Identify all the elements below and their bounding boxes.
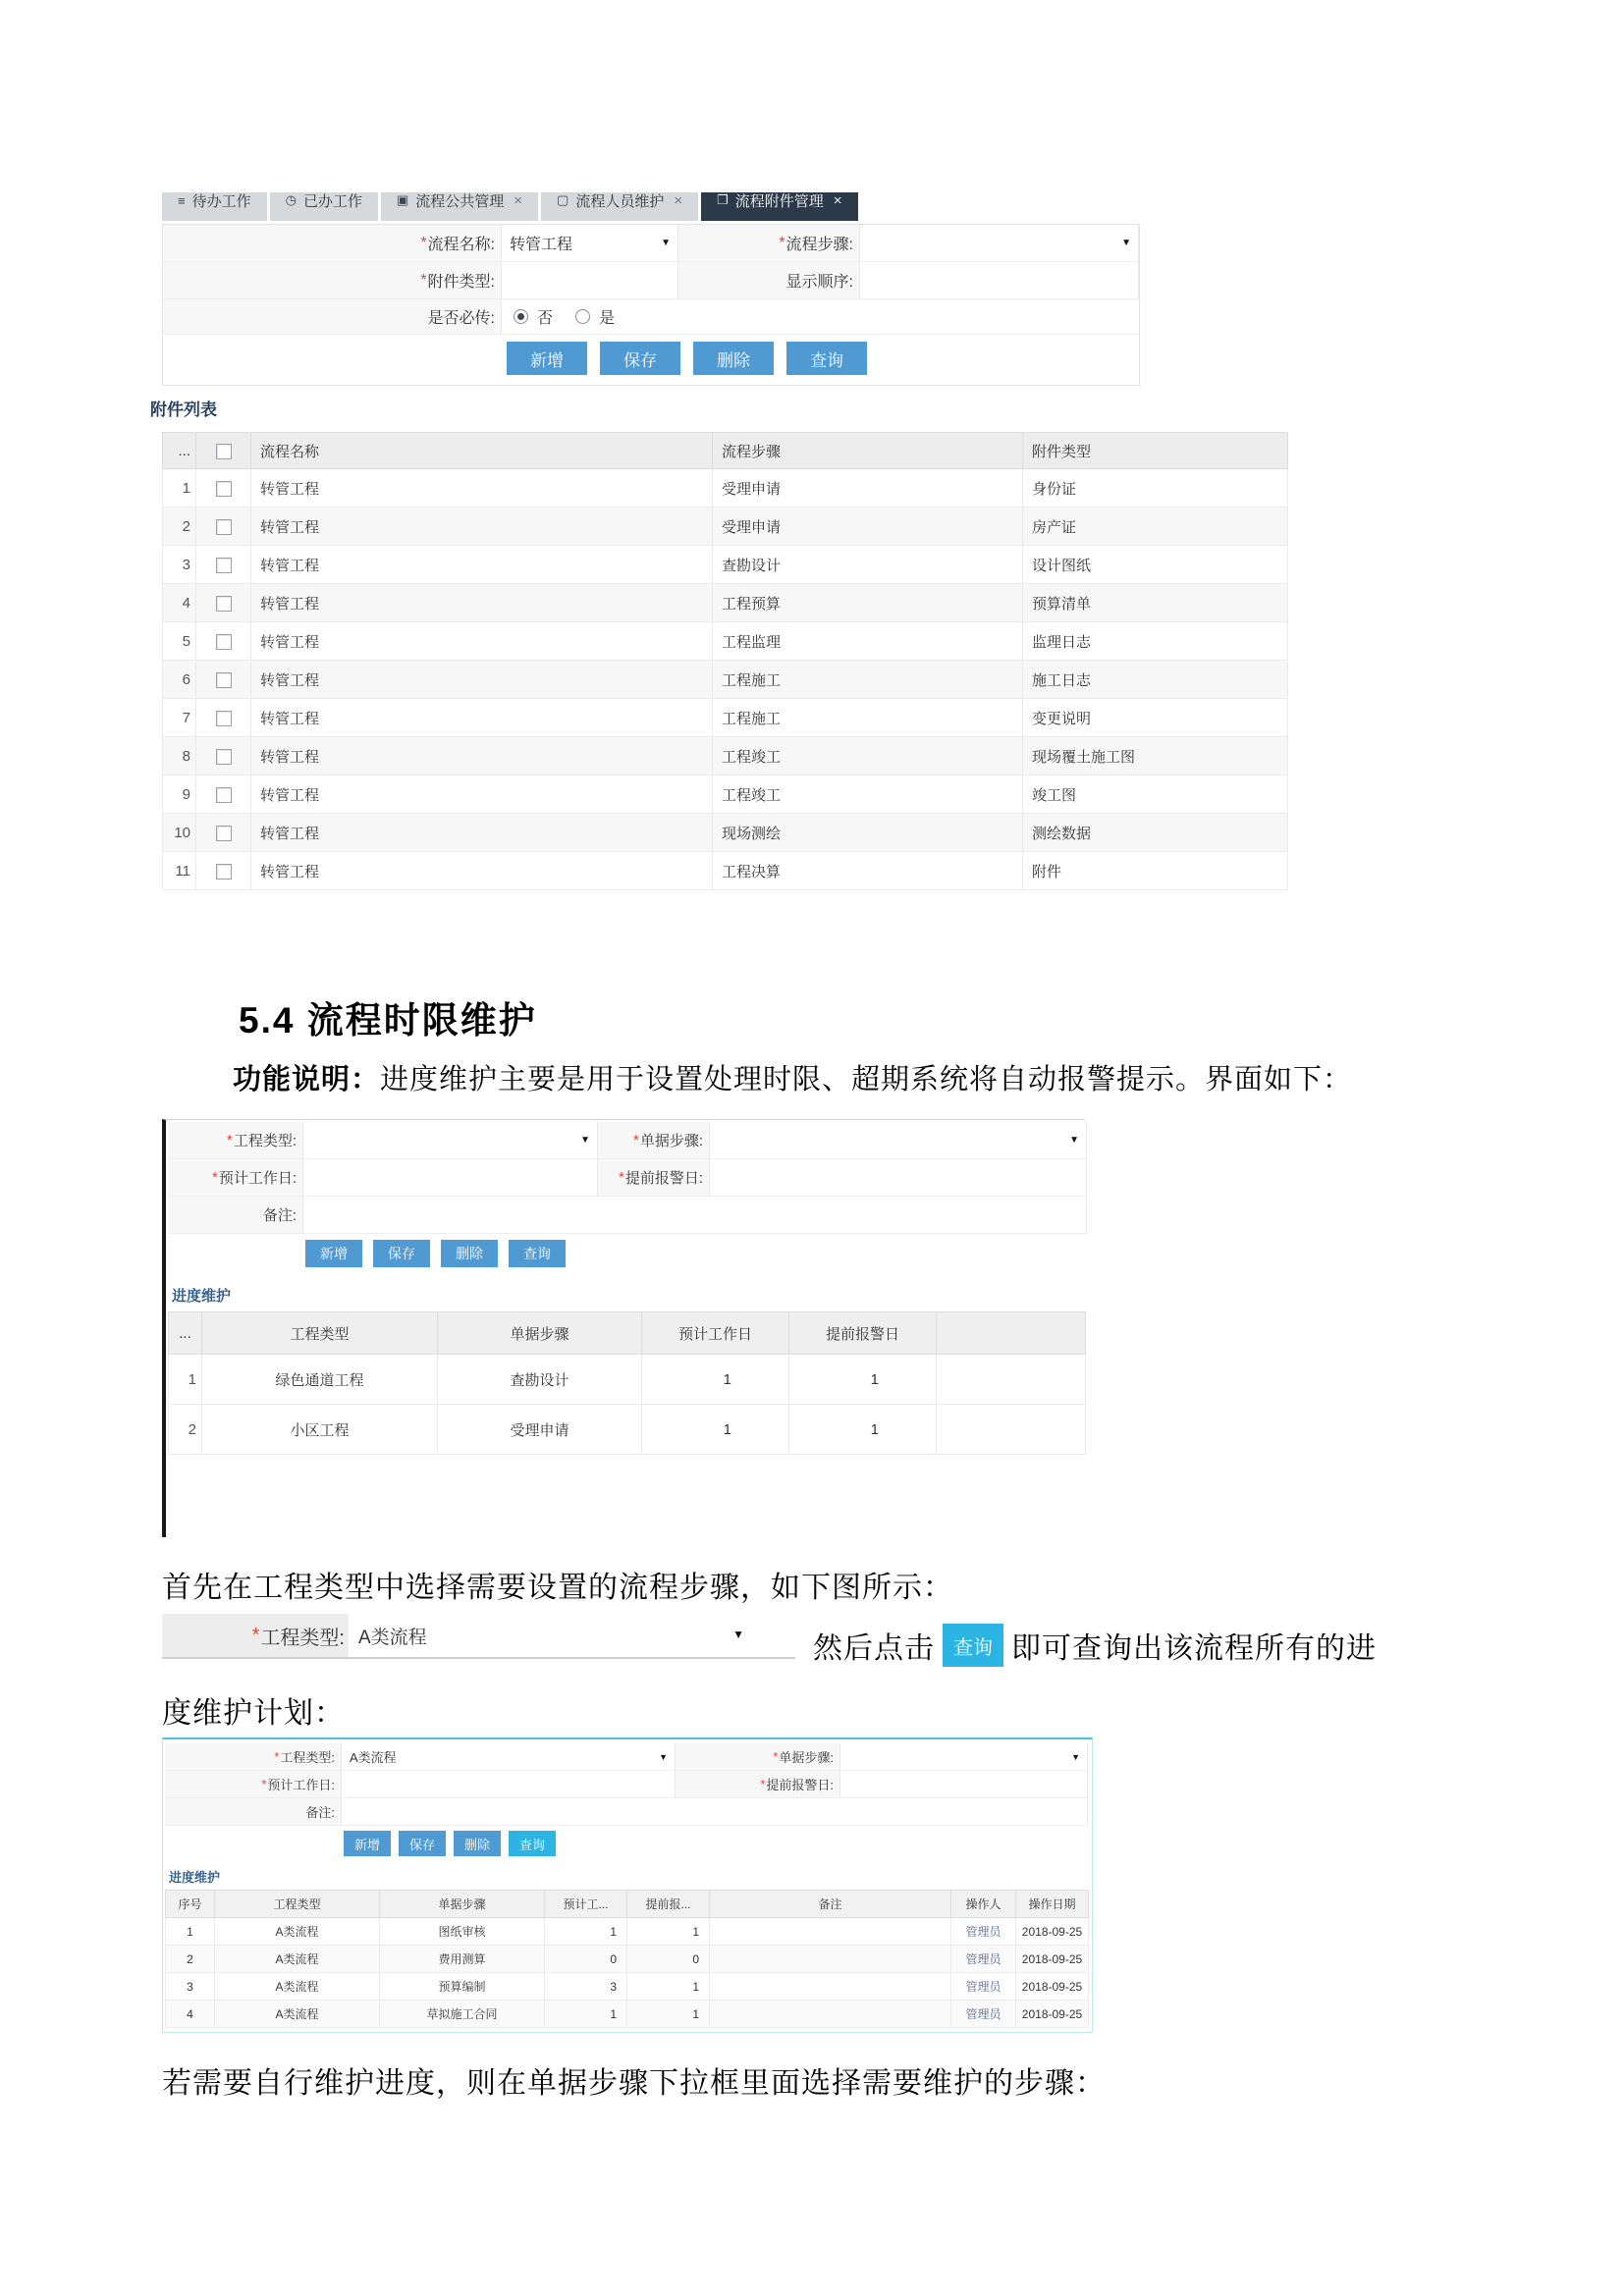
row-num: 6 [163, 661, 196, 699]
tab-label: 已办工作 [302, 192, 362, 210]
checkbox-cell [196, 469, 251, 507]
then-text-after: 即可查询出该流程所有的进 [1011, 1632, 1377, 1665]
table-row [166, 1946, 1089, 1973]
cell-alert-days: 1 [627, 1918, 710, 1946]
plan-days-label [168, 1159, 303, 1197]
remark-label [165, 1798, 342, 1826]
table-row [166, 1918, 1089, 1946]
cell-project-type: 小区工程 [202, 1405, 438, 1455]
attach-type-input[interactable] [502, 262, 678, 299]
tab-flow-attachment-manage[interactable] [701, 192, 857, 221]
row-num: 4 [163, 584, 196, 622]
screenshot-progress-query-result [162, 1737, 1093, 2033]
form-buttons [163, 335, 1139, 385]
square-icon: ▢ [557, 192, 569, 207]
label-text: 提前报警日: [624, 1170, 703, 1187]
add-button[interactable]: 新增 [305, 1240, 362, 1267]
header-project-type: 工程类型 [202, 1312, 438, 1355]
cell-flow-step: 受理申请 [713, 469, 1023, 507]
cell-remark [710, 1946, 951, 1973]
table-row [163, 737, 1288, 775]
cell-op-date: 2018-09-25 [1016, 2001, 1089, 2028]
row-num: 2 [169, 1405, 202, 1455]
cell-flow-step: 查勘设计 [713, 546, 1023, 584]
cell-attach-type: 现场覆土施工图 [1023, 737, 1288, 775]
project-type-label [162, 1614, 349, 1657]
cell-flow-name: 转管工程 [251, 737, 713, 775]
table-row [163, 661, 1288, 699]
row-checkbox[interactable] [216, 481, 232, 497]
cell-project-type: 绿色通道工程 [202, 1355, 438, 1405]
select-all-checkbox[interactable] [216, 444, 232, 459]
tab-label: 待办工作 [191, 192, 251, 210]
required-mark: * [420, 234, 427, 251]
cell-operator: 管理员 [951, 1973, 1016, 2001]
query-button[interactable]: 查询 [786, 342, 867, 375]
table-row [166, 2001, 1089, 2028]
radio-no-label: 否 [537, 310, 554, 327]
table-header-row [163, 433, 1288, 469]
table-header-row [169, 1312, 1086, 1355]
cell-attach-type: 房产证 [1023, 507, 1288, 546]
doc-step-label [676, 1743, 840, 1771]
cell-op-date: 2018-09-25 [1016, 1973, 1089, 2001]
progress-list-title: 进度维护 [169, 1870, 221, 1885]
select-value: A类流程 [350, 1750, 397, 1765]
header-doc-step: 单据步骤 [438, 1312, 642, 1355]
header-ellipsis: ... [163, 433, 196, 469]
label-text: 备注: [262, 1207, 297, 1224]
tab-flow-person-maintain[interactable] [541, 192, 698, 221]
cell-attach-type: 设计图纸 [1023, 546, 1288, 584]
feature-text: 进度维护主要是用于设置处理时限、超期系统将自动报警提示。界面如下： [380, 1064, 1353, 1095]
header-checkbox-cell [196, 433, 251, 469]
required-upload-label [163, 299, 502, 335]
label-text: 显示顺序: [785, 274, 853, 291]
label-text: 预计工作日: [267, 1778, 335, 1792]
list-icon: ≡ [178, 192, 186, 208]
feature-label: 功能说明： [233, 1064, 381, 1095]
project-type-select[interactable] [342, 1743, 676, 1771]
row-checkbox[interactable] [216, 826, 232, 841]
cell-flow-name: 转管工程 [251, 546, 713, 584]
chevron-down-icon: ▼ [1069, 1135, 1079, 1146]
table-row [163, 699, 1288, 737]
cell-attach-type: 预算清单 [1023, 584, 1288, 622]
cell-plan-days: 1 [545, 1918, 627, 1946]
required-mark: * [261, 1777, 267, 1791]
required-mark: * [251, 1624, 260, 1646]
row-num: 2 [163, 507, 196, 546]
attachment-table [162, 432, 1288, 890]
doc-step-label [598, 1122, 710, 1159]
cell-project-type: A类流程 [215, 1918, 380, 1946]
project-type-label [168, 1122, 303, 1159]
cell-flow-step: 工程监理 [713, 622, 1023, 661]
progress-form [168, 1122, 1087, 1276]
cell-alert-days: 1 [627, 2001, 710, 2028]
delete-button[interactable]: 删除 [441, 1240, 498, 1267]
table-row [166, 1973, 1089, 2001]
tab-flow-public-manage[interactable] [381, 192, 538, 221]
cell-flow-name: 转管工程 [251, 584, 713, 622]
checkbox-cell [196, 546, 251, 584]
cell-project-type: A类流程 [215, 1946, 380, 1973]
checkbox-cell [196, 775, 251, 814]
form-buttons [165, 1826, 1088, 1863]
flow-step-label [678, 225, 860, 262]
delete-button[interactable]: 删除 [454, 1831, 501, 1856]
row-num: 9 [163, 775, 196, 814]
table-row [163, 584, 1288, 622]
display-order-label [678, 262, 860, 299]
required-mark: * [632, 1132, 639, 1148]
row-checkbox[interactable] [216, 596, 232, 612]
close-icon[interactable]: × [833, 192, 842, 209]
cell-attach-type: 测绘数据 [1023, 814, 1288, 852]
remark-input[interactable] [303, 1197, 1087, 1234]
progress-list-title: 进度维护 [172, 1288, 232, 1305]
label-text: 是否必传: [427, 310, 495, 327]
attachment-list-title: 附件列表 [150, 400, 217, 419]
label-text: 工程类型: [233, 1133, 297, 1149]
row-num: 3 [163, 546, 196, 584]
cell-alert-days: 0 [627, 1946, 710, 1973]
project-type-select[interactable] [349, 1614, 795, 1657]
cell-attach-type: 变更说明 [1023, 699, 1288, 737]
header-empty [937, 1312, 1086, 1355]
flow-name-select[interactable] [502, 225, 678, 262]
required-mark: * [226, 1132, 233, 1148]
row-checkbox[interactable] [216, 558, 232, 573]
header-seq: 序号 [166, 1891, 215, 1918]
cell-empty [937, 1355, 1086, 1405]
table-row [163, 622, 1288, 661]
section-heading: 5.4 流程时限维护 [239, 1000, 537, 1041]
row-num: 1 [169, 1355, 202, 1405]
cell-flow-step: 工程施工 [713, 661, 1023, 699]
clock-icon: ◷ [285, 192, 297, 207]
checkbox-cell [196, 814, 251, 852]
alert-days-label [676, 1771, 840, 1798]
label-text: 备注: [305, 1805, 335, 1820]
header-plan-days: 预计工... [545, 1891, 627, 1918]
cell-flow-step: 工程预算 [713, 584, 1023, 622]
header-ellipsis: ... [169, 1312, 202, 1355]
cell-doc-step: 预算编制 [380, 1973, 545, 2001]
cell-op-date: 2018-09-25 [1016, 1946, 1089, 1973]
header-alert-days: 提前报警日 [789, 1312, 937, 1355]
checkbox-cell [196, 852, 251, 890]
cell-project-type: A类流程 [215, 2001, 380, 2028]
close-icon[interactable]: × [514, 192, 523, 209]
radio-no[interactable] [514, 309, 528, 324]
query-button[interactable]: 查询 [943, 1624, 1003, 1667]
doc-step-select[interactable] [840, 1743, 1088, 1771]
required-mark: * [420, 271, 427, 289]
attachment-form [162, 224, 1140, 386]
row-num: 3 [166, 1973, 215, 2001]
cell-flow-step: 受理申请 [713, 507, 1023, 546]
project-type-select[interactable] [303, 1122, 598, 1159]
instruction-then-click [813, 1624, 1377, 1667]
alert-days-input[interactable] [840, 1771, 1088, 1798]
instruction-self-maintain: 若需要自行维护进度，则在单据步骤下拉框里面选择需要维护的步骤： [162, 2067, 1106, 2100]
tab-bar [162, 192, 1205, 222]
chevron-down-icon: ▼ [659, 1751, 668, 1762]
row-num: 7 [163, 699, 196, 737]
save-button[interactable]: 保存 [600, 342, 680, 375]
header-operator: 操作人 [951, 1891, 1016, 1918]
table-row [163, 775, 1288, 814]
cell-flow-name: 转管工程 [251, 852, 713, 890]
remark-input[interactable] [342, 1798, 1088, 1826]
display-order-input[interactable] [860, 262, 1139, 299]
inline-screenshot-row [162, 1614, 1624, 1665]
cell-plan-days: 1 [545, 2001, 627, 2028]
grid-icon: ▣ [396, 192, 409, 207]
alert-days-label [598, 1159, 710, 1197]
progress-table [168, 1311, 1086, 1455]
header-flow-step: 流程步骤 [713, 433, 1023, 469]
table-header-row [166, 1891, 1089, 1918]
label-text: 单据步骤: [779, 1750, 834, 1765]
cell-alert-days: 1 [789, 1355, 937, 1405]
tab-label: 流程公共管理 [415, 192, 505, 210]
cell-attach-type: 附件 [1023, 852, 1288, 890]
table-row [163, 546, 1288, 584]
select-value: 转管工程 [510, 237, 573, 253]
cell-remark [710, 1973, 951, 2001]
header-plan-days: 预计工作日 [642, 1312, 789, 1355]
cell-flow-name: 转管工程 [251, 469, 713, 507]
row-num: 11 [163, 852, 196, 890]
checkbox-cell [196, 737, 251, 775]
header-op-date: 操作日期 [1016, 1891, 1089, 1918]
window-icon: ❐ [717, 192, 729, 207]
cell-plan-days: 0 [545, 1946, 627, 1973]
row-checkbox[interactable] [216, 519, 232, 535]
cell-plan-days: 1 [642, 1405, 789, 1455]
header-attach-type: 附件类型 [1023, 433, 1288, 469]
label-text: 附件类型: [427, 274, 495, 291]
row-num: 2 [166, 1946, 215, 1973]
required-mark: * [211, 1169, 218, 1186]
form-buttons [168, 1234, 1087, 1276]
checkbox-cell [196, 661, 251, 699]
radio-yes[interactable] [575, 309, 590, 324]
required-mark: * [760, 1777, 766, 1791]
checkbox-cell [196, 584, 251, 622]
delete-button[interactable]: 删除 [693, 342, 774, 375]
close-icon[interactable]: × [674, 192, 683, 209]
feature-description [233, 1057, 1624, 1097]
cell-flow-name: 转管工程 [251, 814, 713, 852]
save-button[interactable]: 保存 [399, 1831, 446, 1856]
cell-attach-type: 身份证 [1023, 469, 1288, 507]
remark-label [168, 1197, 303, 1234]
checkbox-cell [196, 699, 251, 737]
header-remark: 备注 [710, 1891, 951, 1918]
row-checkbox[interactable] [216, 749, 232, 765]
inline-project-type-row [162, 1614, 795, 1659]
label-text: 流程名称: [427, 237, 495, 253]
chevron-down-icon: ▼ [732, 1628, 744, 1641]
row-checkbox[interactable] [216, 672, 232, 688]
chevron-down-icon: ▼ [1121, 238, 1131, 248]
header-doc-step: 单据步骤 [380, 1891, 545, 1918]
save-button[interactable]: 保存 [373, 1240, 430, 1267]
header-flow-name: 流程名称 [251, 433, 713, 469]
table-row [163, 814, 1288, 852]
table-row [163, 507, 1288, 546]
add-button[interactable]: 新增 [507, 342, 587, 375]
label-text: 流程步骤: [785, 237, 853, 253]
plan-days-input[interactable] [303, 1159, 598, 1197]
table-row [169, 1355, 1086, 1405]
chevron-down-icon: ▼ [661, 238, 671, 248]
header-project-type: 工程类型 [215, 1891, 380, 1918]
row-checkbox[interactable] [216, 711, 232, 726]
label-text: 预计工作日: [218, 1170, 297, 1187]
table-row [169, 1405, 1086, 1455]
add-button[interactable]: 新增 [344, 1831, 391, 1856]
header-alert-days: 提前报... [627, 1891, 710, 1918]
label-text: 工程类型: [260, 1627, 345, 1649]
select-value: A类流程 [358, 1627, 427, 1648]
cell-doc-step: 费用测算 [380, 1946, 545, 1973]
plan-days-input[interactable] [342, 1771, 676, 1798]
cell-doc-step: 查勘设计 [438, 1355, 642, 1405]
tab-label: 流程附件管理 [734, 192, 824, 210]
cell-plan-days: 3 [545, 1973, 627, 2001]
row-checkbox[interactable] [216, 864, 232, 880]
label-text: 单据步骤: [639, 1133, 703, 1149]
table-row [163, 852, 1288, 890]
chevron-down-icon: ▼ [580, 1135, 590, 1146]
cell-op-date: 2018-09-25 [1016, 1918, 1089, 1946]
cell-plan-days: 1 [642, 1355, 789, 1405]
query-button[interactable]: 查询 [509, 1831, 556, 1856]
required-mark: * [618, 1169, 624, 1186]
checkbox-cell [196, 622, 251, 661]
row-checkbox[interactable] [216, 787, 232, 803]
row-checkbox[interactable] [216, 634, 232, 650]
cell-alert-days: 1 [627, 1973, 710, 2001]
cell-operator: 管理员 [951, 1946, 1016, 1973]
tab-done-work[interactable] [270, 192, 378, 221]
instruction-select-type: 首先在工程类型中选择需要设置的流程步骤，如下图所示： [162, 1572, 953, 1604]
radio-yes-label: 是 [599, 310, 616, 327]
query-button[interactable]: 查询 [509, 1240, 566, 1267]
cell-attach-type: 监理日志 [1023, 622, 1288, 661]
screenshot-attachment-maintenance [150, 192, 1624, 890]
tab-todo-work[interactable] [162, 192, 267, 221]
screenshot-progress-maintenance [162, 1119, 1085, 1537]
then-text-before: 然后点击 [813, 1632, 935, 1665]
chevron-down-icon: ▼ [1071, 1751, 1080, 1762]
cell-attach-type: 施工日志 [1023, 661, 1288, 699]
cell-doc-step: 受理申请 [438, 1405, 642, 1455]
cell-flow-name: 转管工程 [251, 622, 713, 661]
cell-alert-days: 1 [789, 1405, 937, 1455]
required-mark: * [773, 1749, 779, 1764]
progress-form [165, 1743, 1088, 1863]
cell-flow-step: 工程竣工 [713, 775, 1023, 814]
row-num: 5 [163, 622, 196, 661]
cell-attach-type: 竣工图 [1023, 775, 1288, 814]
cell-remark [710, 2001, 951, 2028]
cell-remark [710, 1918, 951, 1946]
required-upload-radios [502, 299, 1139, 335]
row-num: 4 [166, 2001, 215, 2028]
table-row [163, 469, 1288, 507]
cell-operator: 管理员 [951, 1918, 1016, 1946]
row-num: 8 [163, 737, 196, 775]
flow-step-select[interactable] [860, 225, 1139, 262]
attach-type-label [163, 262, 502, 299]
progress-result-table [165, 1890, 1089, 2028]
row-num: 10 [163, 814, 196, 852]
flow-name-label [163, 225, 502, 262]
project-type-label [165, 1743, 342, 1771]
tab-label: 流程人员维护 [575, 192, 665, 210]
cell-project-type: A类流程 [215, 1973, 380, 2001]
required-mark: * [274, 1749, 280, 1764]
cell-flow-step: 工程决算 [713, 852, 1023, 890]
label-text: 提前报警日: [766, 1778, 834, 1792]
cell-flow-name: 转管工程 [251, 699, 713, 737]
required-mark: * [779, 234, 785, 251]
cell-flow-name: 转管工程 [251, 775, 713, 814]
row-num: 1 [166, 1918, 215, 1946]
label-text: 工程类型: [280, 1750, 335, 1765]
cell-empty [937, 1405, 1086, 1455]
alert-days-input[interactable] [710, 1159, 1087, 1197]
blank-area [168, 1455, 1085, 1537]
cell-operator: 管理员 [951, 2001, 1016, 2028]
cell-flow-name: 转管工程 [251, 661, 713, 699]
cell-doc-step: 图纸审核 [380, 1918, 545, 1946]
doc-step-select[interactable] [710, 1122, 1087, 1159]
instruction-wrap-line: 度维护计划： [162, 1697, 345, 1730]
cell-flow-step: 工程竣工 [713, 737, 1023, 775]
row-num: 1 [163, 469, 196, 507]
cell-doc-step: 草拟施工合同 [380, 2001, 545, 2028]
checkbox-cell [196, 507, 251, 546]
cell-flow-step: 工程施工 [713, 699, 1023, 737]
cell-flow-name: 转管工程 [251, 507, 713, 546]
plan-days-label [165, 1771, 342, 1798]
cell-flow-step: 现场测绘 [713, 814, 1023, 852]
